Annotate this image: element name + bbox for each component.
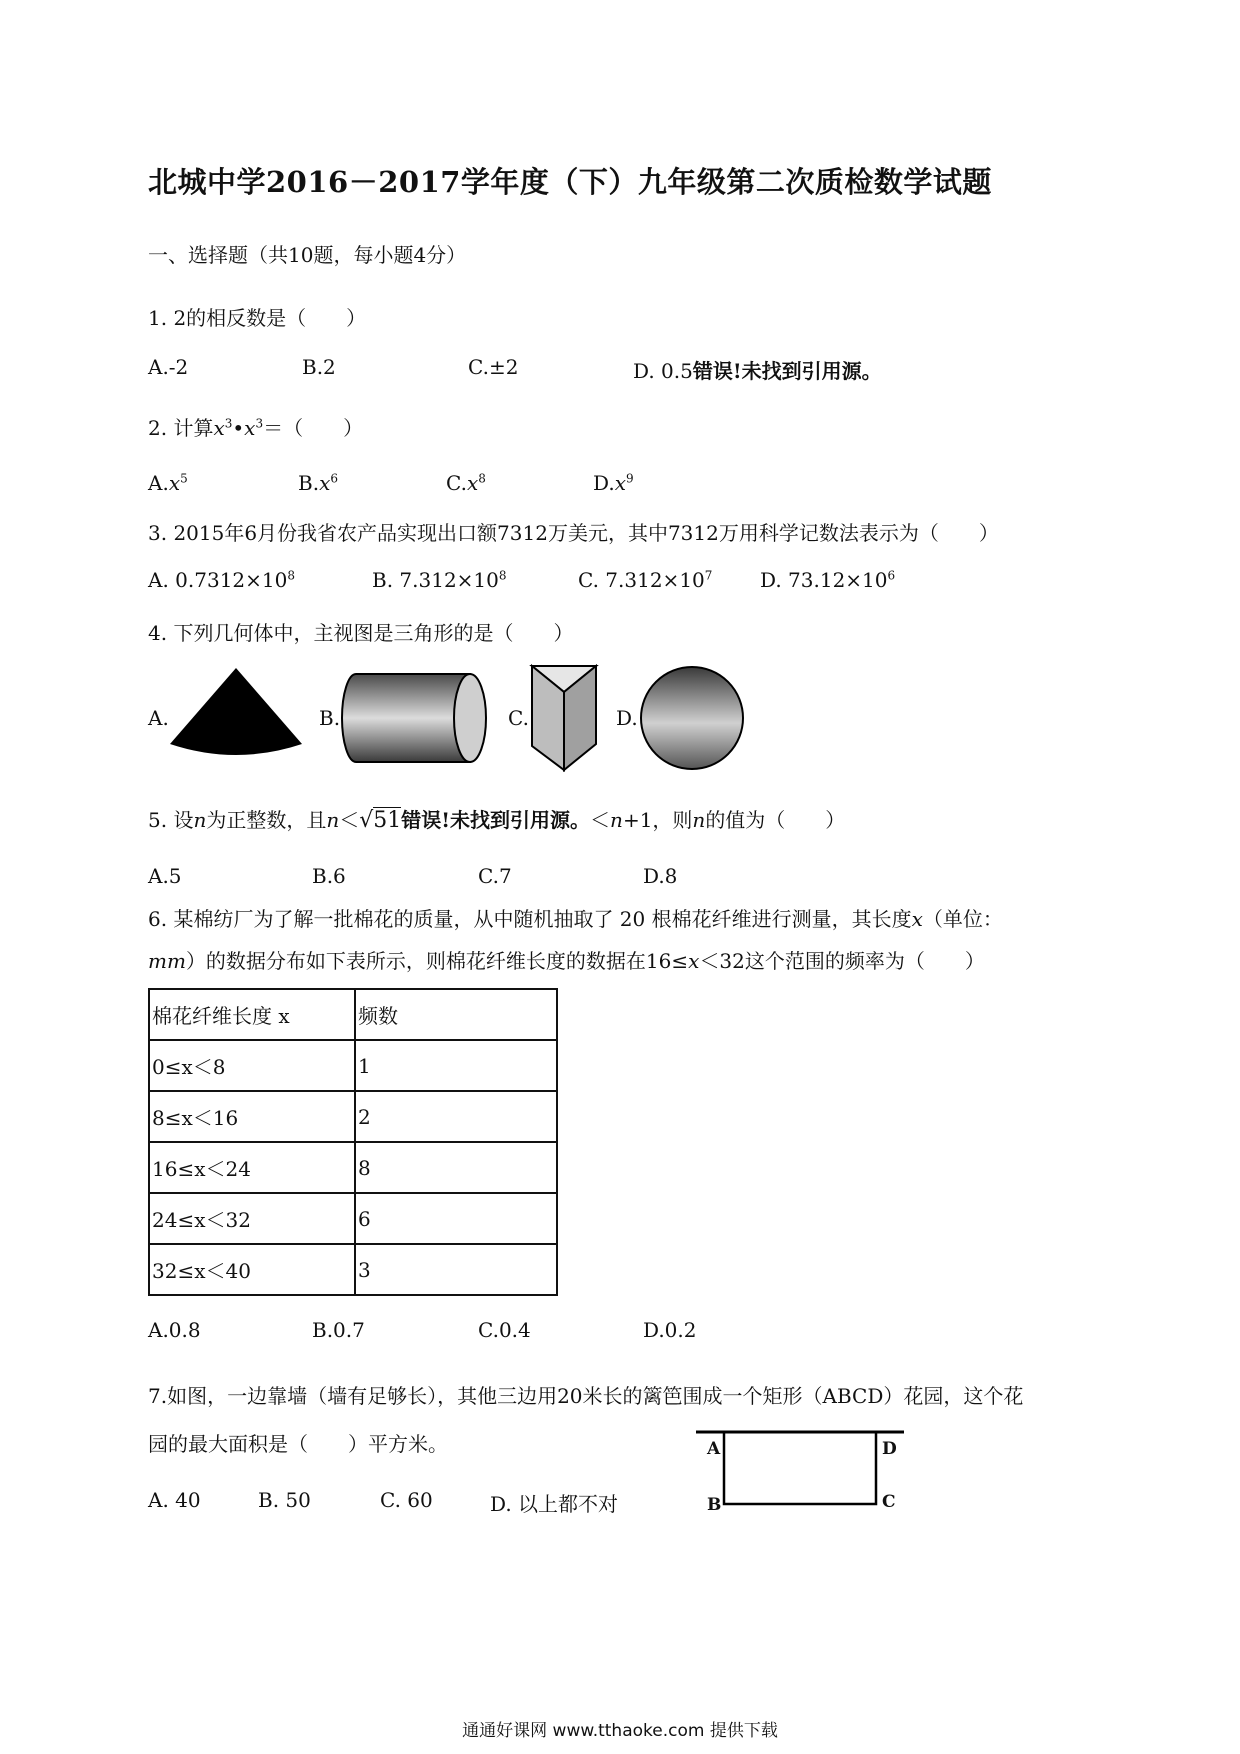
q5-option-d: D.8 <box>643 864 678 888</box>
q5-stem <box>148 804 845 833</box>
q7-option-d: D. 以上都不对 <box>490 1492 619 1516</box>
q3-stem: 3. 2015年6月份我省农产品实现出口额7312万美元，其中7312万用科学记数法表示为（ ） <box>148 521 999 545</box>
q5-option-b: B.6 <box>312 864 346 888</box>
q1-option-c: C.±2 <box>468 355 519 379</box>
q4-label-b: B. <box>319 706 341 730</box>
q2-option-b-exp: 6 <box>330 471 338 486</box>
table-cell: 2 <box>355 1091 557 1142</box>
q3-option-a <box>148 568 295 592</box>
vertex-label-d: D <box>882 1439 897 1459</box>
table-cell: 24≤x＜32 <box>149 1193 355 1244</box>
q6-line-2-var: x <box>688 949 700 973</box>
q2-exp-2: 3 <box>255 416 264 431</box>
q3-option-d-label: D. 73.12×10 <box>760 568 888 592</box>
rectangle-garden-figure <box>696 1430 906 1510</box>
table-row <box>149 1040 557 1091</box>
table-cell: 8≤x＜16 <box>149 1091 355 1142</box>
q7-line-1: 7.如图，一边靠墙（墙有足够长），其他三边用20米长的篱笆围成一个矩形（ABCD）花园，这个花 <box>148 1384 1024 1408</box>
table-row <box>149 1091 557 1142</box>
table-row <box>149 1193 557 1244</box>
table-cell: 32≤x＜40 <box>149 1244 355 1295</box>
q6-line-2-text: ）的数据分布如下表所示，则棉花纤维长度的数据在16≤ <box>185 949 689 973</box>
q2-option-a-exp: 5 <box>180 471 188 486</box>
q6-option-a: A.0.8 <box>148 1318 201 1342</box>
vertex-label-c: C <box>882 1492 896 1512</box>
q6-option-d: D.0.2 <box>643 1318 697 1342</box>
q3-option-c-label: C. 7.312×10 <box>578 568 705 592</box>
prism-figure <box>530 664 600 772</box>
q1-option-d <box>633 355 882 384</box>
table-cell: 1 <box>355 1040 557 1091</box>
q5-radicand: 51 <box>373 808 402 833</box>
table-cell: 16≤x＜24 <box>149 1142 355 1193</box>
table-header-cell: 频数 <box>355 989 557 1040</box>
q5-var-n-4: n <box>692 808 706 832</box>
q2-option-c-label: C. <box>446 471 467 495</box>
q5-var-n-3: n <box>610 808 623 832</box>
table-cell: 3 <box>355 1244 557 1295</box>
q3-option-a-label: A. 0.7312×10 <box>148 568 288 592</box>
q2-option-c-var: x <box>466 471 479 495</box>
q5-error-text: 错误!未找到引用源。 <box>401 808 591 832</box>
table-cell: 8 <box>355 1142 557 1193</box>
q2-option-c-exp: 8 <box>478 471 486 486</box>
table-cell: 6 <box>355 1193 557 1244</box>
q6-line-1-text: 6. 某棉纺厂为了解一批棉花的质量，从中随机抽取了 20 根棉花纤维进行测量，其长度 <box>148 907 912 931</box>
q7-option-c: C. 60 <box>380 1488 433 1512</box>
q2-option-a-var: x <box>168 471 181 495</box>
q2-option-d-exp: 9 <box>625 471 634 486</box>
q1-stem: 1. 2的相反数是（ ） <box>148 306 367 330</box>
fence-lines <box>724 1432 876 1504</box>
q1-error-text: 错误!未找到引用源。 <box>692 359 882 383</box>
page-footer: 通通好课网 www.tthaoke.com 提供下载 <box>462 1721 778 1741</box>
q5-stem-mid: 为正整数，且 <box>206 808 327 832</box>
q1-option-a: A.-2 <box>148 355 189 379</box>
q1-option-d-label: D. 0.5 <box>633 359 693 383</box>
q5-option-a: A.5 <box>148 864 182 888</box>
q4-label-d: D. <box>616 706 638 730</box>
q5-plus-one: +1，则 <box>622 808 693 832</box>
q5-option-c: C.7 <box>478 864 512 888</box>
q6-line-1-var: x <box>911 907 923 931</box>
q2-exp-1: 3 <box>224 416 233 431</box>
q6-line-1-end: （单位： <box>922 907 1003 931</box>
q6-unit: mm <box>148 949 186 973</box>
q6-line-1 <box>148 903 1003 932</box>
q2-option-d-var: x <box>614 471 626 495</box>
q2-option-b-label: B. <box>298 471 320 495</box>
section-heading: 一、选择题（共10题，每小题4分） <box>148 243 467 267</box>
q3-option-b-label: B. 7.312×10 <box>372 568 499 592</box>
q2-stem-suffix: ＝（ ） <box>263 416 364 440</box>
vertex-label-b: B <box>707 1495 722 1515</box>
q5-lt: ＜ <box>339 808 360 832</box>
q3-option-b-exp: 8 <box>498 568 507 583</box>
cylinder-figure <box>340 672 490 766</box>
vertex-label-a: A <box>707 1439 721 1459</box>
q2-var-1: x <box>213 416 225 440</box>
q4-label-a: A. <box>148 706 169 730</box>
q2-option-b-var: x <box>319 471 331 495</box>
q3-option-c-exp: 7 <box>704 568 713 583</box>
q2-option-c <box>446 471 486 495</box>
q6-option-c: C.0.4 <box>478 1318 531 1342</box>
q5-var-n: n <box>193 808 207 832</box>
table-header-cell: 棉花纤维长度 x <box>149 989 355 1040</box>
q4-label-c: C. <box>508 706 529 730</box>
q7-option-a: A. 40 <box>148 1488 201 1512</box>
table-cell: 0≤x＜8 <box>149 1040 355 1091</box>
q7-option-b: B. 50 <box>258 1488 311 1512</box>
sphere-figure <box>638 664 746 772</box>
q3-option-d <box>760 568 895 592</box>
q3-option-a-exp: 8 <box>287 568 295 583</box>
q3-option-b <box>372 568 507 592</box>
q2-stem-prefix: 2. 计算 <box>148 416 214 440</box>
table-row <box>149 1244 557 1295</box>
q2-dot: • <box>232 416 245 440</box>
q6-option-b: B.0.7 <box>312 1318 365 1342</box>
q3-option-c <box>578 568 712 592</box>
q5-stem-end: 的值为（ ） <box>705 808 846 832</box>
q2-option-a-label: A. <box>148 471 169 495</box>
sqrt-symbol: √ <box>359 808 374 833</box>
table-row <box>149 1142 557 1193</box>
q6-line-2 <box>148 945 985 974</box>
q2-option-d-label: D. <box>593 471 615 495</box>
q2-var-2: x <box>244 416 256 440</box>
q2-option-a <box>148 471 188 495</box>
cone-figure <box>168 666 304 762</box>
q2-option-b <box>298 471 338 495</box>
q5-lt-2: ＜ <box>590 808 611 832</box>
q1-option-b: B.2 <box>302 355 336 379</box>
q3-option-d-exp: 6 <box>887 568 896 583</box>
q6-line-2-end: ＜32这个范围的频率为（ ） <box>699 949 985 973</box>
q4-stem: 4. 下列几何体中，主视图是三角形的是（ ） <box>148 621 574 645</box>
q2-option-d <box>593 471 634 495</box>
q5-stem-prefix: 5. 设 <box>148 808 194 832</box>
table-header-row <box>149 989 557 1040</box>
q5-var-n-2: n <box>326 808 340 832</box>
q7-line-2: 园的最大面积是（ ）平方米。 <box>148 1432 448 1456</box>
page-title: 北城中学2016－2017学年度（下）九年级第二次质检数学试题 <box>148 165 992 199</box>
q2-stem <box>148 412 363 441</box>
frequency-table <box>148 988 558 1296</box>
